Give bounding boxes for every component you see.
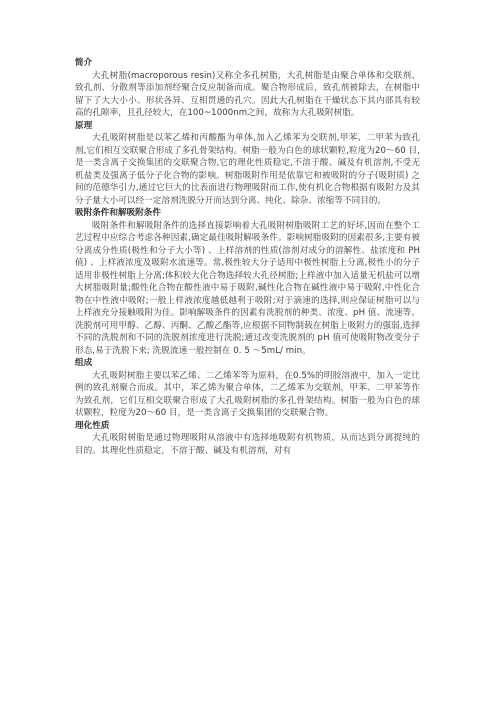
adsorption-conditions-paragraph: 吸附条件和解吸附条件的选择直接影响着大孔吸附树脂吸附工艺的好坏,因而在整个工艺过程中应综合考虑各种因素,确定最佳吸附解吸条件。影响树脂吸附的因素很多,主要有被分离成分性质(极性和分子大小等) 、上样溶剂的性质(溶剂对成分的溶解性、盐浓度和 PH 值) 、上样液浓度及吸附水流速等。常,极性较大分子适用中极性树脂上分离,极性小的分子适用非极性树脂上分离;体积较大化合物选择较大孔径树脂;上样液中加入适量无机盐可以增大树脂吸附量;酸性化合物在酸性液中易于吸附,碱性化合物在碱性液中易于吸附,中性化合物在中性液中吸附;一般上样液浓度越低越利于吸附;对于滴速的选择,则应保证树脂可以与上样液充分接触吸附为佳。影响解吸条件的因素有洗脱剂的种类、浓度、pH 值、流速等。洗脱剂可用甲醇、乙醇、丙酮、乙酸乙酯等,应根据不同物制载在树脂上吸附力的强弱,选择不同的洗脱剂和不同的洗脱剂浓度进行洗脱;通过改变洗脱剂的 pH 值可使吸附物改变分子形态,易于洗脱下来; 洗脱流速一般控制在 0. 5 ～5mL/ min。: [75, 220, 420, 356]
section-heading-properties: 理化性质: [75, 420, 110, 431]
principle-paragraph: 大孔吸附树脂是以苯乙烯和丙酸酯为单体,加入乙烯苯为交联剂,甲苯、二甲苯为致孔剂,它们相互交联聚合形成了多孔骨架结构。树脂一般为白色的球状颗粒,粒度为20～60 目,是一类含离子交换集团的交联聚合物,它的理化性质稳定,不溶于酸、碱及有机溶剂,不受无机盐类及强离子低分子化合物的影响。树脂吸附作用是依靠它和被吸附的分子(吸附质) 之间的范德华引力,通过它巨大的比表面进行物理吸附而工作,使有机化合物根据有吸附力及其分子量大小可以经一定溶剂洗脱分开而达到分离、纯化、除杂、浓缩等不同目的。: [75, 133, 420, 206]
intro-paragraph: 大孔树脂(macroporous resin)又称全多孔树脂，大孔树脂是由聚合单体和交联剂、 致孔剂、分散剂等添加剂经聚合反应制备而成。聚合物形成后，致孔剂被除去，在树脂中留下了大大小小、形状各异、互相贯通的孔穴。因此大孔树脂在干燥状态下其内部具有较高的孔隙率，且孔径较大，在100~1000nm之间，故称为大孔吸附树脂。: [75, 70, 420, 118]
document-page: [75, 57, 420, 457]
composition-paragraph: 大孔吸附树脂主要以苯乙烯、二乙烯苯等为原料，在0.5%的明胶溶液中，加入一定比例的致孔剂聚合而成。其中，苯乙烯为聚合单体，二乙烯苯为交联剂，甲苯、二甲苯等作为致孔剂，它们互相交联聚合形成了大孔吸附树脂的多孔骨架结构。树脂一般为白色的球状颗粒，粒度为20～60 目，是一类含离子交换集团的交联聚合物。: [75, 370, 420, 418]
section-heading-adsorption-conditions: 吸附条件和解吸附条件: [75, 208, 161, 218]
properties-paragraph: 大孔吸附树脂是通过物理吸附从溶液中有选择地吸附有机物质，从而达到分离提纯的目的。其理化性质稳定，不溶于酸、碱及有机溶剂，对有: [75, 433, 420, 456]
section-heading-principle: 原理: [75, 120, 93, 131]
section-heading-intro: 简介: [75, 58, 93, 68]
section-heading-composition: 组成: [75, 358, 93, 368]
